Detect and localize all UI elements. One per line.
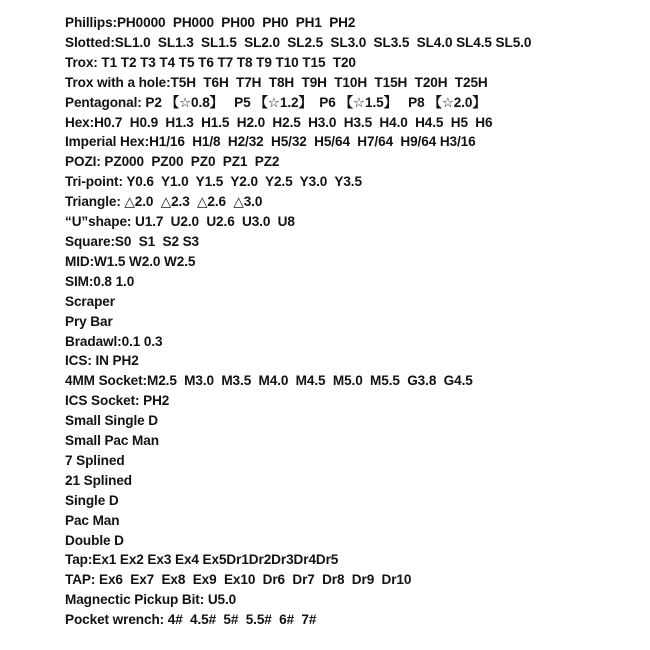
- spec-line-scraper: Scraper: [65, 293, 115, 309]
- spec-line-21-splined: 21 Splined: [65, 472, 132, 488]
- spec-line-ics: ICS: IN PH2: [65, 353, 139, 369]
- spec-line-tap-ex6-10: TAP: Ex6 Ex7 Ex8 Ex9 Ex10 Dr6 Dr7 Dr8 Dr9 Dr10: [65, 572, 412, 588]
- spec-line-phillips: Phillips:PH0000 PH000 PH00 PH0 PH1 PH2: [65, 15, 356, 30]
- spec-line-pac-man: Pac Man: [65, 512, 120, 528]
- spec-line-double-d: Double D: [65, 532, 124, 548]
- spec-line-bradawl: Bradawl:0.1 0.3: [65, 333, 163, 349]
- spec-line-small-pac-man: Small Pac Man: [65, 433, 159, 449]
- spec-line-pocket-wrench: Pocket wrench: 4# 4.5# 5# 5.5# 6# 7#: [65, 612, 317, 628]
- spec-line-triangle: Triangle: △2.0 △2.3 △2.6 △3.0: [65, 194, 263, 210]
- spec-line-trox-with-hole: Trox with a hole:T5H T6H T7H T8H T9H T10H T15H T20H T25H: [65, 74, 488, 90]
- spec-line-u-shape: “U”shape: U1.7 U2.0 U2.6 U3.0 U8: [65, 214, 295, 230]
- spec-line-magnetic-pickup-bit: Magnectic Pickup Bit: U5.0: [65, 592, 237, 608]
- spec-line-4mm-socket: 4MM Socket:M2.5 M3.0 M3.5 M4.0 M4.5 M5.0 M5.5 G3.8 G4.5: [65, 373, 473, 389]
- spec-line-imperial-hex: Imperial Hex:H1/16 H1/8 H2/32 H5/32 H5/64 H7/64 H9/64 H3/16: [65, 134, 476, 150]
- spec-line-sim: SIM:0.8 1.0: [65, 273, 135, 289]
- spec-line-small-single-d: Small Single D: [65, 413, 159, 429]
- spec-line-pozi: POZI: PZ000 PZ00 PZ0 PZ1 PZ2: [65, 154, 280, 170]
- spec-line-square: Square:S0 S1 S2 S3: [65, 233, 200, 249]
- spec-line-trox: Trox: T1 T2 T3 T4 T5 T6 T7 T8 T9 T10 T15 T20: [65, 54, 356, 70]
- spec-line-tri-point: Tri-point: Y0.6 Y1.0 Y1.5 Y2.0 Y2.5 Y3.0 Y3.5: [65, 174, 362, 190]
- spec-line-mid: MID:W1.5 W2.0 W2.5: [65, 253, 196, 269]
- spec-line-slotted: Slotted:SL1.0 SL1.3 SL1.5 SL2.0 SL2.5 SL3.0 SL3.5 SL4.0 SL4.5 SL5.0: [65, 34, 532, 50]
- spec-line-hex: Hex:H0.7 H0.9 H1.3 H1.5 H2.0 H2.5 H3.0 H3.5 H4.0 H4.5 H5 H6: [65, 114, 493, 130]
- spec-line-ics-socket: ICS Socket: PH2: [65, 393, 170, 409]
- spec-line-tap-ex1-5: Tap:Ex1 Ex2 Ex3 Ex4 Ex5Dr1Dr2Dr3Dr4Dr5: [65, 552, 339, 568]
- spec-line-pentagonal: Pentagonal: P2 【☆0.8】 P5 【☆1.2】 P6 【☆1.5】 P8 【☆2.0】: [65, 94, 486, 110]
- spec-line-single-d: Single D: [65, 492, 119, 508]
- spec-line-7-splined: 7 Splined: [65, 452, 125, 468]
- spec-line-pry-bar: Pry Bar: [65, 313, 113, 329]
